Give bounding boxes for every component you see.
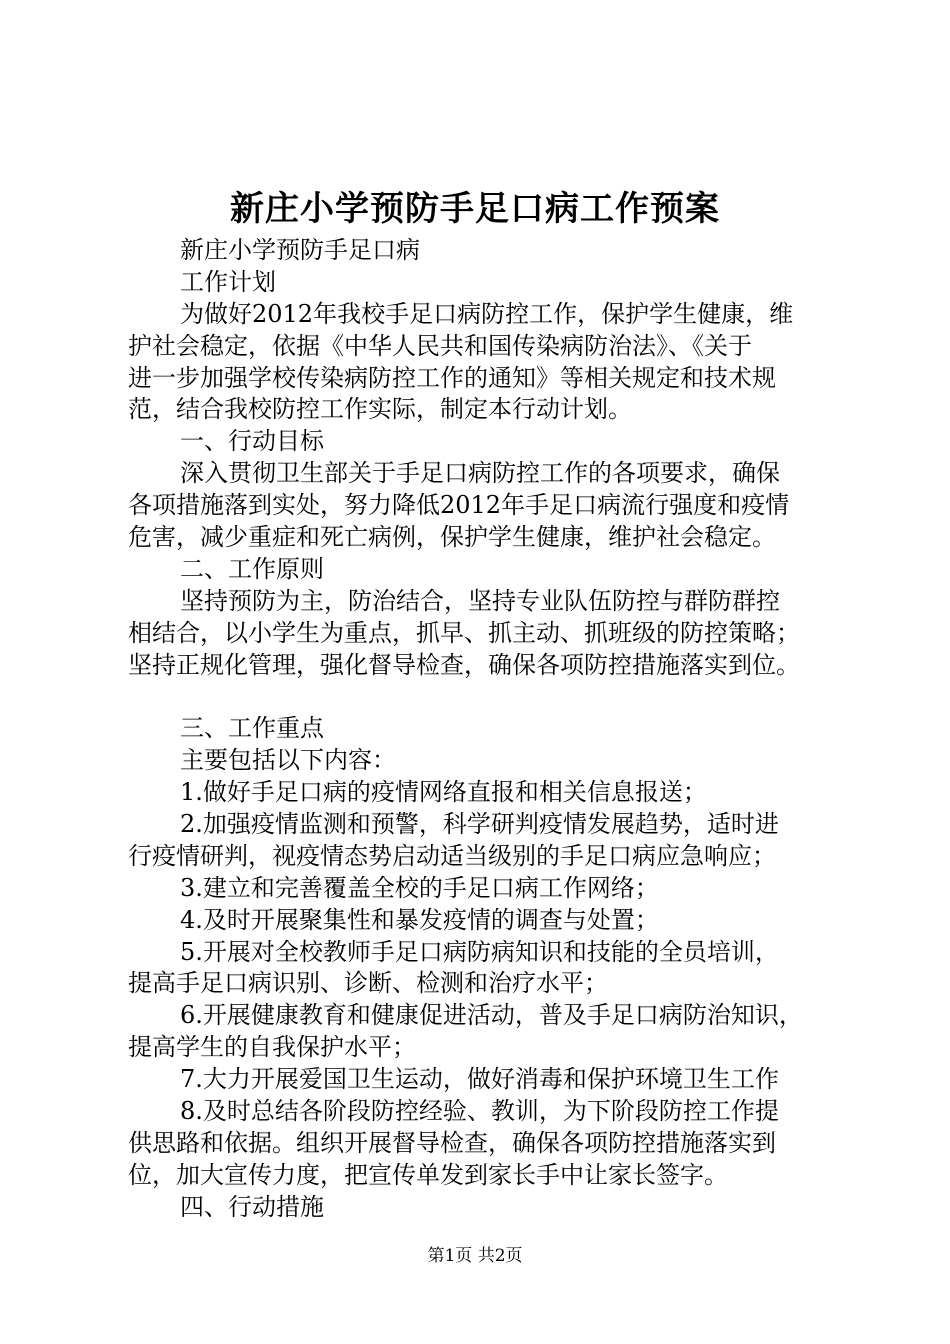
text-line: 四、行动措施 [180, 1192, 324, 1221]
text-line: 位，加大宣传力度，把宣传单发到家长手中让家长签字。 [128, 1160, 728, 1189]
text-line: 1.做好手足口病的疫情网络直报和相关信息报送； [180, 778, 707, 807]
text-line: 进一步加强学校传染病防控工作的通知》等相关规定和技术规 [128, 363, 776, 392]
text-line: 坚持正规化管理，强化督导检查，确保各项防控措施落实到位。 [128, 650, 800, 679]
text-line: 范，结合我校防控工作实际，制定本行动计划。 [128, 395, 632, 424]
text-line: 工作计划 [180, 267, 276, 296]
text-line: 提高手足口病识别、诊断、检测和治疗水平； [128, 969, 608, 998]
text-line: 深入贯彻卫生部关于手足口病防控工作的各项要求，确保 [180, 459, 780, 488]
text-line: 4.及时开展聚集性和暴发疫情的调查与处置； [180, 905, 659, 934]
text-line: 3.建立和完善覆盖全校的手足口病工作网络； [180, 873, 659, 902]
text-line: 提高学生的自我保护水平； [128, 1033, 416, 1062]
text-line: 坚持预防为主，防治结合，坚持专业队伍防控与群防群控 [180, 586, 780, 615]
blank-line [128, 681, 848, 713]
text-line: 危害，减少重症和死亡病例，保护学生健康，维护社会稳定。 [128, 523, 776, 552]
text-line: 主要包括以下内容： [180, 746, 396, 775]
text-line: 相结合，以小学生为重点，抓早、抓主动、抓班级的防控策略； [128, 618, 800, 647]
text-line: 8.及时总结各阶段防控经验、教训，为下阶段防控工作提 [180, 1097, 779, 1126]
text-line: 各项措施落到实处，努力降低2012年手足口病流行强度和疫情 [128, 491, 790, 520]
text-line: 为做好2012年我校手足口病防控工作，保护学生健康，维 [180, 299, 794, 328]
page-footer: 第1页 共2页 [427, 1246, 523, 1266]
page-title: 新庄小学预防手足口病工作预案 [230, 189, 720, 229]
text-line: 5.开展对全校教师手足口病防病知识和技能的全员培训， [180, 937, 779, 966]
document-body [128, 235, 848, 1224]
text-line: 护社会稳定，依据《中华人民共和国传染病防治法》、《关于 [128, 331, 752, 360]
text-line: 一、行动目标 [180, 427, 324, 456]
text-line: 供思路和依据。组织开展督导检查，确保各项防控措施落实到 [128, 1128, 776, 1157]
text-line: 二、工作原则 [180, 554, 324, 583]
text-line: 新庄小学预防手足口病 [180, 236, 420, 264]
text-line: 2.加强疫情监测和预警，科学研判疫情发展趋势，适时进 [180, 810, 779, 839]
text-line: 行疫情研判，视疫情态势启动适当级别的手足口病应急响应； [128, 841, 776, 870]
text-line: 三、工作重点 [180, 714, 324, 743]
text-line: 7.大力开展爱国卫生运动，做好消毒和保护环境卫生工作 [180, 1065, 779, 1094]
text-line: 6.开展健康教育和健康促进活动，普及手足口病防治知识， [180, 1001, 803, 1030]
